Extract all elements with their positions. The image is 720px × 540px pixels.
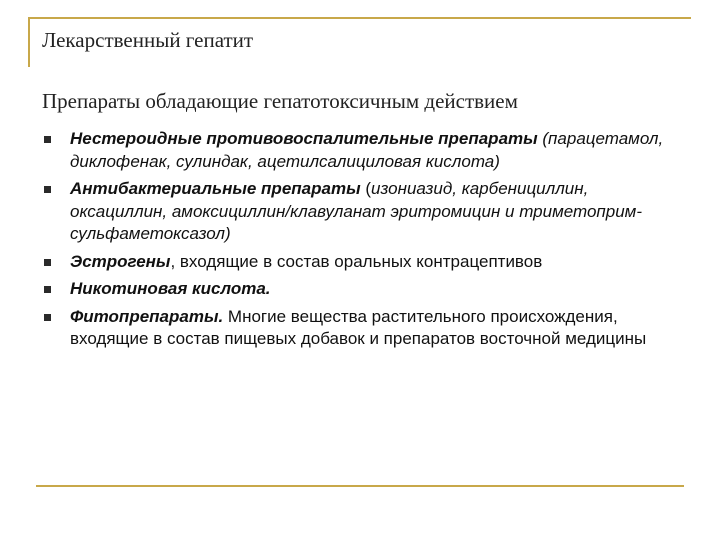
bullet-list bbox=[44, 128, 684, 356]
bullet-detail-text: (парацетамол, диклофенак, сулиндак, ацетилсалициловая кислота) bbox=[70, 129, 664, 171]
list-item-estrogens bbox=[44, 251, 684, 274]
bullet-lead-text: Антибактериальные препараты bbox=[70, 179, 361, 198]
bullet-lead-text: Фитопрепараты. bbox=[70, 306, 224, 326]
list-item-nsaids bbox=[44, 128, 684, 173]
slide-subtitle: Препараты обладающие гепатотоксичным действием bbox=[42, 89, 518, 113]
square-bullet-icon bbox=[44, 286, 51, 293]
square-bullet-icon bbox=[44, 186, 51, 193]
bullet-detail-text: Многие вещества растительного происхождения, входящие в состав пищевых добавок и препаратов восточной медицины bbox=[70, 306, 647, 348]
list-item-phytopreparations bbox=[44, 306, 684, 351]
bullet-lead-text: Нестероидные противовоспалительные препараты bbox=[70, 129, 538, 148]
square-bullet-icon bbox=[44, 314, 51, 321]
list-item-nicotinic-acid bbox=[44, 278, 684, 301]
top-border-line bbox=[28, 17, 691, 19]
bullet-detail-text: изониазид, карбенициллин, оксациллин, амоксициллин/клавуланат эритромицин и триметоприм-сульфаметоксазол) bbox=[70, 179, 642, 243]
bullet-detail-text: , входящие в состав оральных контрацептивов bbox=[170, 251, 543, 271]
list-item-antibacterials bbox=[44, 178, 684, 246]
square-bullet-icon bbox=[44, 136, 51, 143]
slide-title: Лекарственный гепатит bbox=[42, 28, 254, 52]
bullet-lead-text: Никотиновая кислота. bbox=[70, 279, 271, 298]
bullet-lead-text: Эстрогены bbox=[70, 251, 171, 271]
square-bullet-icon bbox=[44, 259, 51, 266]
bullet-detail-paren: ( bbox=[360, 179, 371, 198]
bottom-border-line bbox=[36, 485, 684, 487]
left-border-line bbox=[28, 17, 30, 67]
